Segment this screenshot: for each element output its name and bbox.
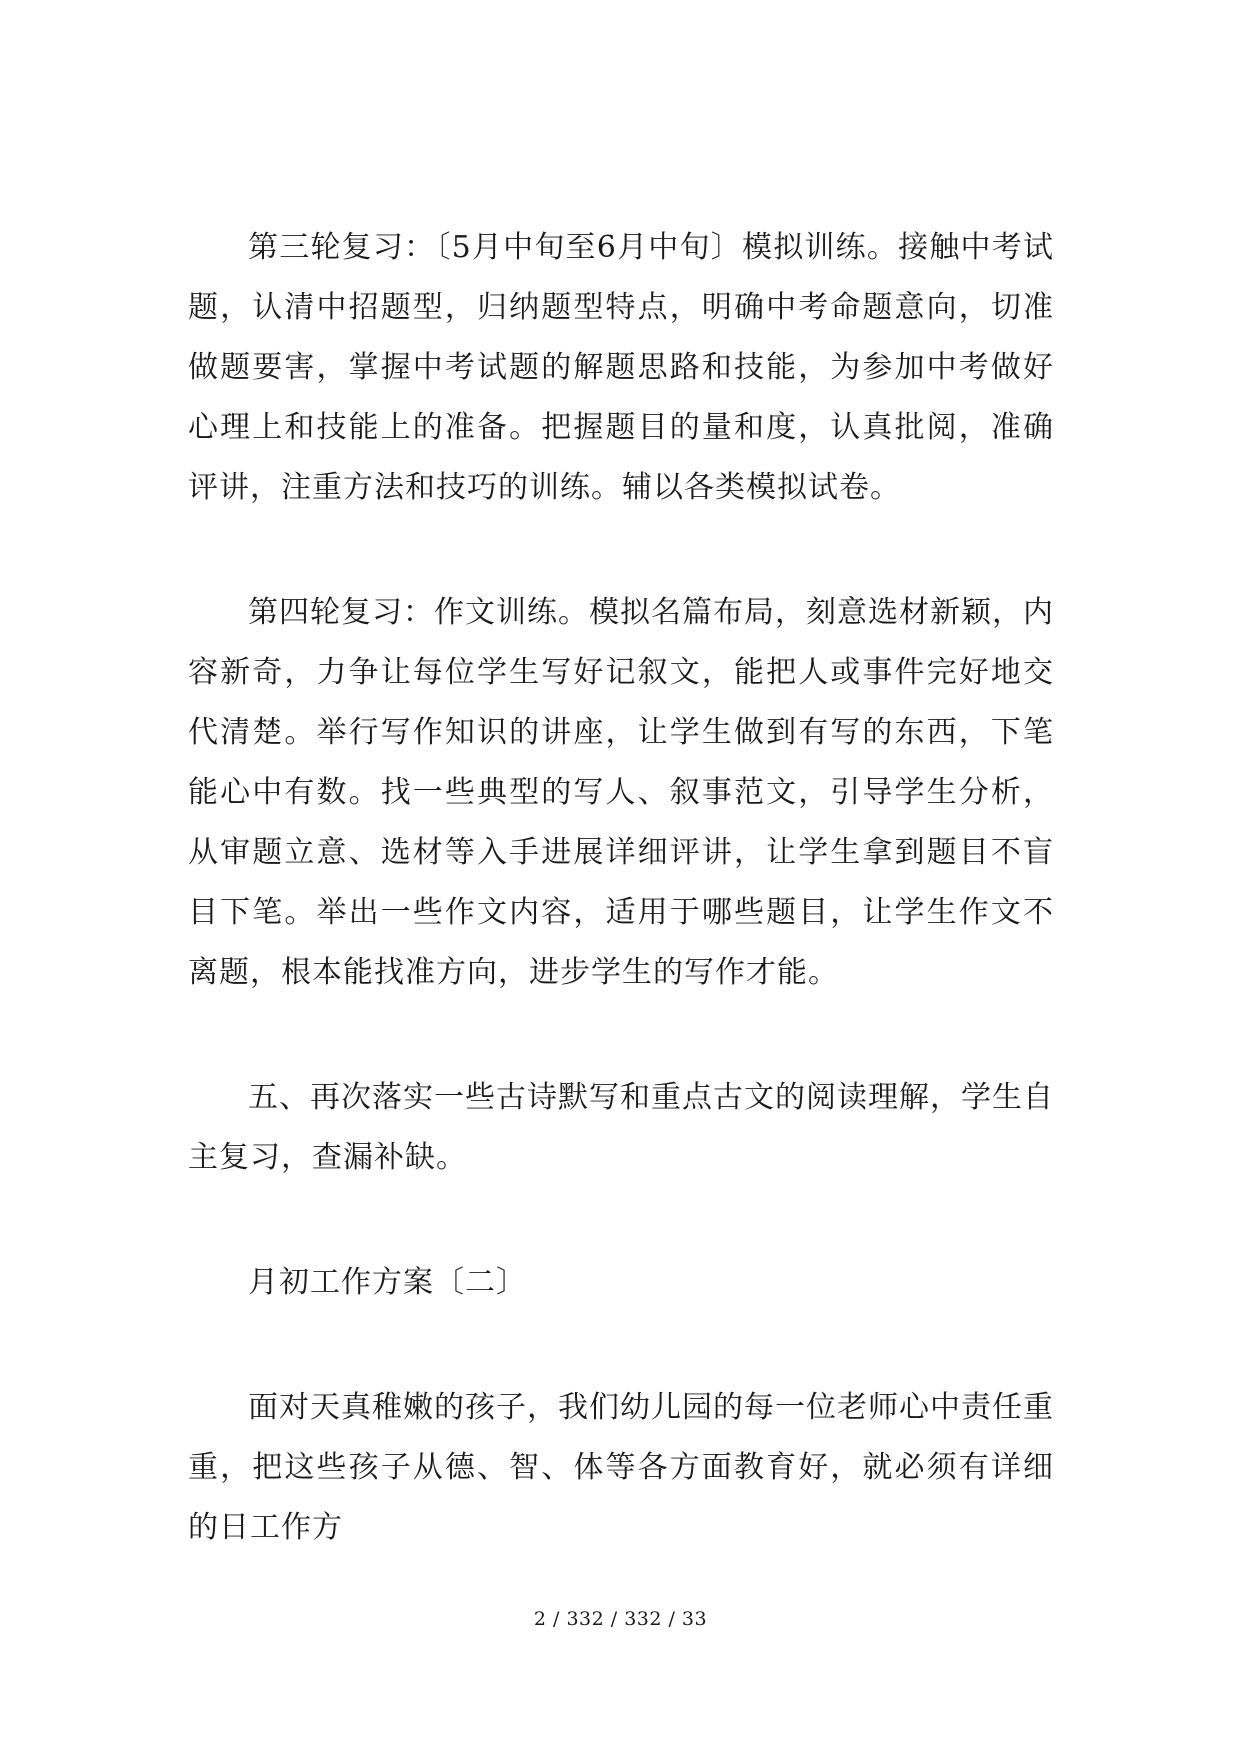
paragraph-item-five: 五、再次落实一些古诗默写和重点古文的阅读理解，学生自主复习，查漏补缺。	[188, 1080, 1054, 1175]
paragraph-gap	[188, 1313, 1054, 1378]
paragraph-gap	[188, 518, 1054, 583]
paragraph-gap	[188, 1003, 1054, 1068]
paragraph-kindergarten-intro: 面对天真稚嫩的孩子，我们幼儿园的每一位老师心中责任重重，把这些孩子从德、智、体等各方面教育好，就必须有详细的日工作方	[188, 1390, 1054, 1545]
paragraph-gap	[188, 1188, 1054, 1253]
section-heading: 月初工作方案〔二〕	[248, 1265, 527, 1300]
document-body	[188, 218, 1054, 1558]
paragraph-third-review: 第三轮复习：〔5月中旬至6月中旬〕模拟训练。接触中考试题，认清中招题型，归纳题型特点，明确中考命题意向，切准做题要害，掌握中考试题的解题思路和技能，为参加中考做好心理上和技能上的准备。把握题目的量和度，认真批阅，准确评讲，注重方法和技巧的训练。辅以各类模拟试卷。	[188, 230, 1054, 505]
page-number: 2 / 332 / 332 / 33	[533, 1608, 708, 1630]
paragraph-fourth-review: 第四轮复习：作文训练。模拟名篇布局，刻意选材新颖，内容新奇，力争让每位学生写好记叙文，能把人或事件完好地交代清楚。举行写作知识的讲座，让学生做到有写的东西，下笔能心中有数。找一些典型的写人、叙事范文，引导学生分析，从审题立意、选材等入手进展详细评讲，让学生拿到题目不盲目下笔。举出一些作文内容，适用于哪些题目，让学生作文不离题，根本能找准方向，进步学生的写作才能。	[188, 595, 1054, 990]
